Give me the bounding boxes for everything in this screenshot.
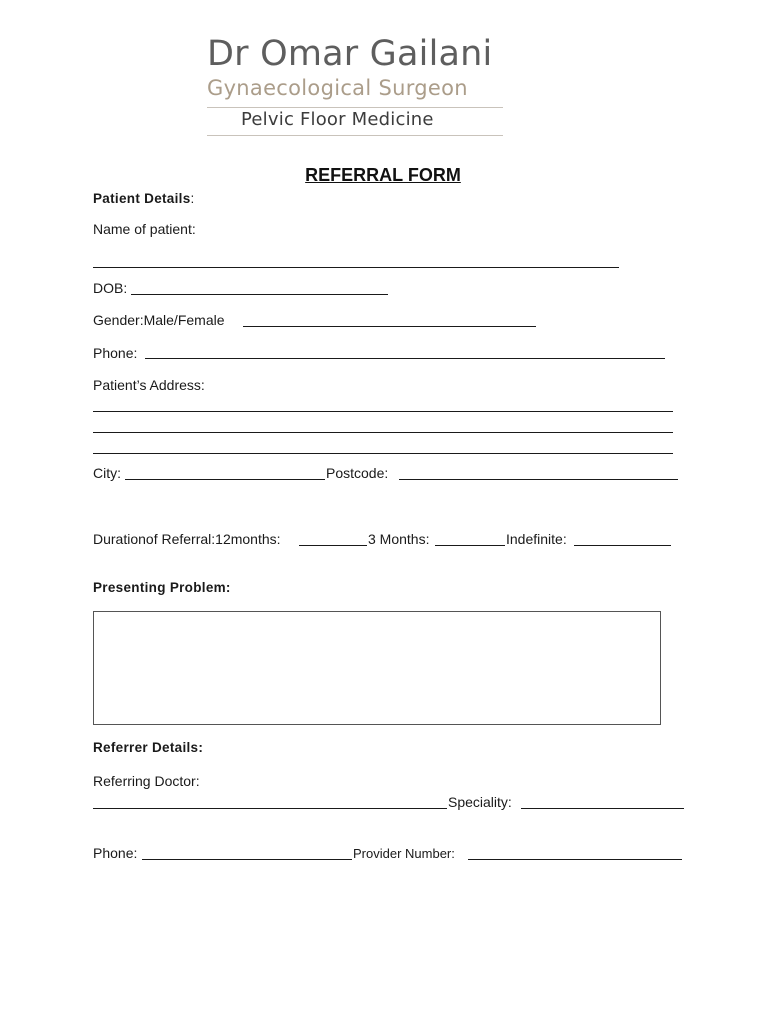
referrer-phone-label: Phone: (93, 845, 138, 861)
city-label: City: (93, 465, 121, 481)
referring-doctor-label: Referring Doctor: (93, 773, 200, 789)
presenting-problem-box[interactable] (93, 611, 661, 725)
city-field[interactable] (125, 479, 325, 480)
referrer-details-heading: Referrer Details: (93, 740, 204, 755)
doctor-name: Dr Omar Gailani (207, 34, 493, 74)
form-title: REFERRAL FORM (305, 165, 461, 185)
letterhead-divider-bottom (207, 135, 503, 136)
dob-label: DOB: (93, 280, 128, 296)
dob-field[interactable] (131, 294, 388, 295)
doctor-role: Gynaecological Surgeon (207, 76, 468, 100)
doctor-subtitle: Pelvic Floor Medicine (241, 109, 434, 130)
presenting-problem-heading: Presenting Problem: (93, 580, 231, 595)
referrer-phone-field[interactable] (142, 859, 352, 860)
speciality-label: Speciality: (448, 794, 512, 810)
patient-details-heading: Patient Details: (93, 191, 195, 206)
duration-3-months-label: 3 Months: (368, 531, 430, 547)
letterhead-logo (207, 34, 505, 130)
duration-label: Durationof Referral:12months: (93, 531, 281, 547)
provider-number-field[interactable] (468, 859, 682, 860)
duration-3-months-field[interactable] (435, 545, 505, 546)
patient-name-field[interactable] (93, 267, 619, 268)
postcode-label: Postcode: (326, 465, 389, 481)
address-field-line-3[interactable] (93, 453, 673, 454)
speciality-field[interactable] (521, 808, 684, 809)
patient-name-label: Name of patient: (93, 221, 196, 237)
referring-doctor-field[interactable] (93, 808, 447, 809)
address-field-line-1[interactable] (93, 411, 673, 412)
provider-number-label: Provider Number: (353, 846, 455, 861)
gender-field[interactable] (243, 326, 536, 327)
postcode-field[interactable] (399, 479, 678, 480)
duration-12-months-field[interactable] (299, 545, 367, 546)
patient-phone-field[interactable] (145, 358, 665, 359)
duration-indefinite-label: Indefinite: (506, 531, 567, 547)
gender-label: Gender:Male/Female (93, 312, 225, 328)
address-label: Patient’s Address: (93, 377, 205, 393)
letterhead-divider-top (207, 107, 503, 108)
address-field-line-2[interactable] (93, 432, 673, 433)
patient-phone-label: Phone: (93, 345, 138, 361)
duration-indefinite-field[interactable] (574, 545, 671, 546)
